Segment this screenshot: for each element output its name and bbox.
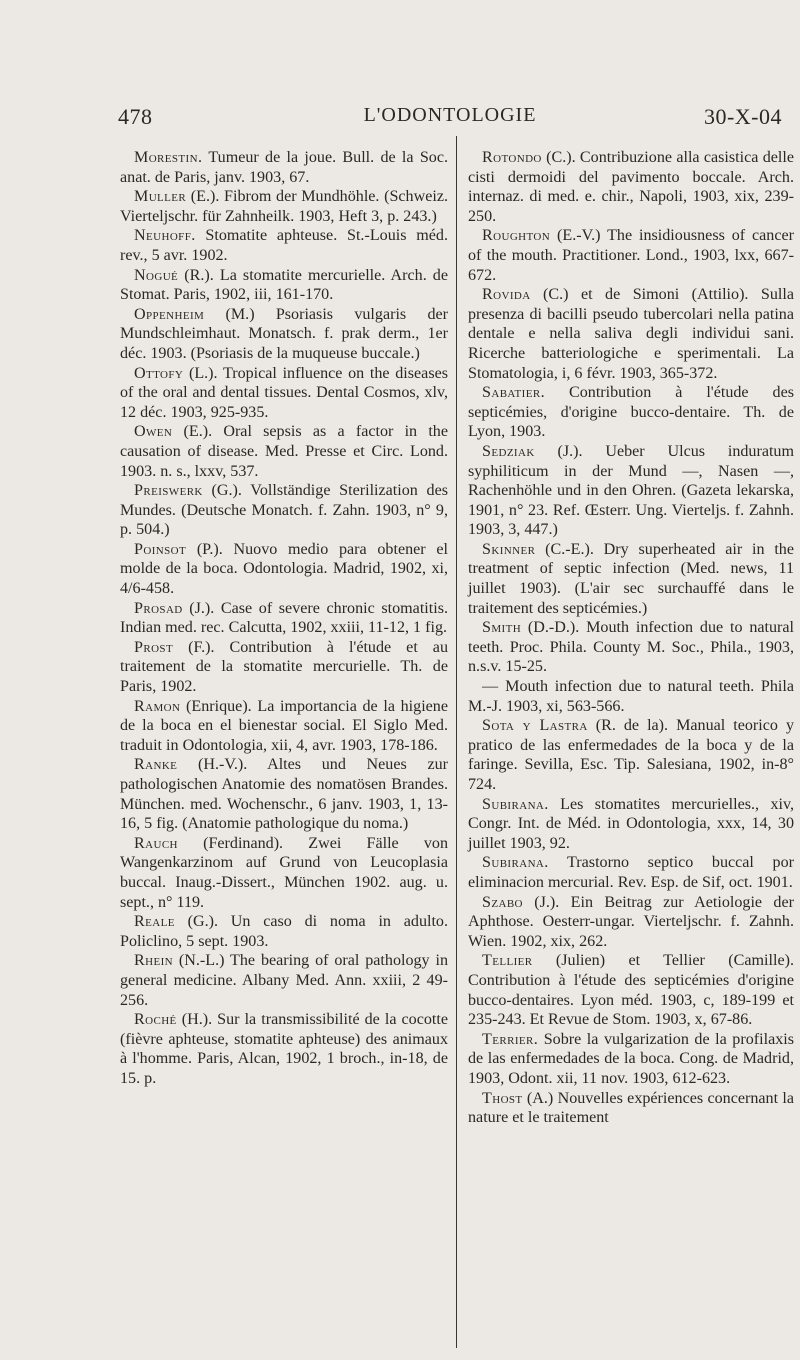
- bibliography-entry: [120, 187, 448, 226]
- entry-author: Sota y Lastra: [482, 717, 588, 735]
- entry-text: (E.). Fibrom der Mundhöhle. (Schweiz. Vierteljschr. für Zahnheilk. 1903, Heft 3, p. 243.): [120, 188, 448, 225]
- entry-author: Reale: [134, 913, 175, 931]
- entry-text: (L.). Tropical influence on the diseases of the oral and dental tissues. Dental Cosmos, xlv, 12 déc. 1903, 925-935.: [120, 364, 448, 421]
- entry-author: Ramon: [134, 697, 181, 715]
- entry-text: (E.-V.) The insidiousness of cancer of the mouth. Practitioner. Lond., 1903, lxx, 667-672.: [468, 227, 794, 284]
- entry-text: (J.). Ein Beitrag zur Aetiologie der Aphthose. Oesterr-ungar. Vierteljschr. f. Zahnh. Wien. 1902, xix, 262.: [468, 893, 794, 950]
- entry-text: (J.). Ueber Ulcus induratum syphiliticum in der Mund —, Nasen —, Rachenhöhle und in den Ohren. (Gazeta lekarska, 1901, n° 23. Ref. Œsterr. Ung. Vierteljs. f. Zahnh. 1903, 3, 447.): [468, 442, 794, 539]
- entry-text: (H.). Sur la transmissibilité de la cocotte (fièvre aphteuse, stomatite aphteuse) des animaux à l'homme. Paris, Alcan, 1902, 1 broch., in-18, de 15. p.: [120, 1011, 448, 1087]
- page-number: 478: [118, 104, 153, 129]
- bibliography-entry: [120, 697, 448, 756]
- bibliography-entry: [120, 226, 448, 265]
- entry-author: Morestin.: [134, 149, 203, 166]
- entry-text: (C.) et de Simoni (Attilio). Sulla presenza di bacilli pseudo tubercolari nella patina dentale e nella saliva degli individui sani. Ricerche batteriologiche e sperimentali. La Stomatologia, i, 6 févr. 1903, 365-372.: [468, 286, 794, 382]
- bibliography-entry: [468, 226, 794, 285]
- bibliography-entry: [468, 1030, 794, 1089]
- entry-text: Mouth infection due to natural teeth. Phila M.-J. 1903, xi, 563-566.: [468, 678, 794, 715]
- bibliography-entry: [120, 912, 448, 951]
- bibliography-entry: [120, 1010, 448, 1088]
- entry-author: Muller: [134, 188, 187, 206]
- entry-text: Tumeur de la joue. Bull. de la Soc. anat. de Paris, janv. 1903, 67.: [120, 149, 448, 186]
- entry-text: (F.). Contribution à l'étude et au traitement de la stomatite mercurielle. Th. de Paris, 1902.: [120, 638, 448, 696]
- bibliography-entry: [468, 853, 794, 892]
- entry-author: Oppenheim: [134, 305, 205, 323]
- entry-text: (D.-D.). Mouth infection due to natural teeth. Proc. Phila. County M. Soc., Phila., 1903, n.s.v. 15-25.: [468, 619, 794, 676]
- entry-text: (Ferdinand). Zwei Fälle von Wangenkarzinom auf Grund von Leucoplasia buccal. Inaug.-Dissert., München 1902. aug. u. sept., n° 119.: [120, 834, 448, 911]
- bibliography-entry: [468, 618, 794, 677]
- entry-author: Sabatier.: [482, 384, 546, 402]
- entry-text: Stomatite aphteuse. St.-Louis méd. rev., 5 avr. 1902.: [120, 227, 448, 264]
- bibliography-entry: [468, 285, 794, 383]
- entry-author: Smith: [482, 619, 522, 637]
- bibliography-entry: [468, 540, 794, 618]
- left-column: [120, 148, 448, 1089]
- entry-text: (N.-L.) The bearing of oral pathology in general medicine. Albany Med. Ann. xxiii, 2 49-256.: [120, 952, 448, 1009]
- issue-date: 30-X-04: [703, 104, 782, 129]
- entry-author: Subirana.: [482, 854, 549, 872]
- bibliography-entry: [120, 540, 448, 599]
- entry-text: (J.). Case of severe chronic stomatitis. Indian med. rec. Calcutta, 1902, xxiii, 11-12, 1 fig.: [120, 599, 448, 637]
- column-divider: [456, 136, 457, 1348]
- entry-author: Roché: [134, 1011, 177, 1029]
- bibliography-entry: [468, 1089, 794, 1128]
- entry-text: Trastorno septico buccal por eliminacion mercurial. Rev. Esp. de Sif, oct. 1901.: [468, 854, 794, 891]
- entry-author: Sedziak: [482, 442, 535, 460]
- entry-author: Nogué: [134, 266, 179, 284]
- entry-author: —: [482, 678, 499, 696]
- running-header: [118, 104, 782, 134]
- bibliography-entry: [120, 951, 448, 1010]
- bibliography-entry: [120, 148, 448, 187]
- bibliography-entry: [120, 364, 448, 423]
- entry-text: (R. de la). Manual teorico y pratico de las enfermedades de la boca y de la faringe. Sevilla, Esc. Tip. Salesiana, 1902, in-8° 724.: [468, 717, 794, 793]
- entry-text: (E.). Oral sepsis as a factor in the causation of disease. Med. Presse et Circ. Lond. 1903. n. s., lxxv, 537.: [120, 423, 448, 480]
- entry-author: Prosad: [134, 599, 183, 617]
- bibliography-entry: [468, 893, 794, 952]
- entry-text: (C.). Contribuzione alla casistica delle cisti dermoidi del pavimento boccale. Arch. internaz. di med. e. chir., Napoli, 1903, xix, 239-250.: [468, 149, 794, 225]
- entry-text: (Julien) et Tellier (Camille). Contribution à l'étude des septicémies d'origine bucco-dentaires. Lyon méd. 1903, c, 189-199 et 235-243. Et Revue de Stom. 1903, x, 67-86.: [468, 952, 794, 1029]
- entry-author: Rovida: [482, 286, 531, 304]
- entry-text: Contribution à l'étude des septicémies, d'origine bucco-dentaire. Th. de Lyon, 1903.: [468, 384, 794, 441]
- entry-author: Owen: [134, 423, 173, 441]
- bibliography-entry: [120, 599, 448, 638]
- bibliography-entry: [468, 383, 794, 442]
- entry-author: Neuhoff.: [134, 227, 196, 245]
- bibliography-entry: [468, 148, 794, 226]
- bibliography-entry: [120, 481, 448, 540]
- bibliography-entry: [468, 795, 794, 854]
- entry-author: Ottofy: [134, 364, 184, 382]
- entry-author: Ranke: [134, 756, 178, 774]
- entry-text: (G.). Un caso di noma in adulto. Policlino, 5 sept. 1903.: [120, 913, 448, 950]
- bibliography-entry: [120, 638, 448, 697]
- bibliography-entry: [120, 755, 448, 833]
- entry-text: (G.). Vollständige Sterilization des Mundes. (Deutsche Monatch. f. Zahn. 1903, n° 9, p. 504.): [120, 482, 448, 539]
- entry-text: (P.). Nuovo medio para obtener el molde de la boca. Odontologia. Madrid, 1902, xi, 4/6-458.: [120, 540, 448, 598]
- bibliography-entry: [120, 422, 448, 481]
- entry-author: Terrier.: [482, 1030, 539, 1048]
- entry-author: Prost: [134, 638, 174, 656]
- bibliography-entry: [120, 266, 448, 305]
- entry-author: Thost: [482, 1089, 523, 1107]
- entry-text: (C.-E.). Dry superheated air in the treatment of septic infection (Med. news, 11 juillet 1903). (L'air sec surchauffé dans le traitement des septicémies.): [468, 540, 794, 617]
- entry-text: (M.) Psoriasis vulgaris der Mundschleimhaut. Monatsch. f. prak derm., 1er déc. 1903. (Psoriasis de la muqueuse buccale.): [120, 305, 448, 362]
- bibliography-entry: [468, 442, 794, 540]
- entry-text: Les stomatites mercurielles., xiv, Congr. Int. de Méd. in Odontologia, xxx, 14, 30 juillet 1903, 92.: [468, 795, 794, 852]
- entry-author: Rhein: [134, 952, 174, 970]
- entry-author: Rauch: [134, 834, 178, 852]
- bibliography-entry: [468, 677, 794, 716]
- bibliography-entry: [120, 305, 448, 364]
- entry-text: (A.) Nouvelles expériences concernant la nature et le traitement: [468, 1089, 794, 1127]
- bibliography-entry: [468, 951, 794, 1029]
- entry-text: (Enrique). La importancia de la higiene de la boca en el bienestar social. El Siglo Med. traduit in Odontologia, xii, 4, avr. 1903, 178-186.: [120, 697, 448, 754]
- journal-title: L'ODONTOLOGIE: [363, 104, 537, 126]
- entry-author: Poinsot: [134, 540, 187, 558]
- entry-author: Skinner: [482, 540, 536, 558]
- entry-text: Sobre la vulgarization de la profilaxis de las enfermedades de la boca. Cong. de Madrid, 1903, Odont. xii, 11 nov. 1903, 612-623.: [468, 1030, 794, 1087]
- entry-author: Rotondo: [482, 149, 542, 166]
- entry-author: Tellier: [482, 952, 533, 970]
- entry-author: Subirana.: [482, 795, 549, 813]
- bibliography-entry: [468, 716, 794, 794]
- bibliography-entry: [120, 834, 448, 912]
- right-column: [468, 148, 794, 1128]
- entry-text: (R.). La stomatite mercurielle. Arch. de Stomat. Paris, 1902, iii, 161-170.: [120, 266, 448, 304]
- entry-author: Roughton: [482, 227, 551, 245]
- entry-author: Preiswerk: [134, 482, 203, 500]
- entry-text: (H.-V.). Altes und Neues zur pathologischen Anatomie des nomatösen Brandes. München. med. Wochenschr., 6 janv. 1903, 1, 13-16, 5 fig. (Anatomie pathologique du noma.): [120, 756, 448, 833]
- entry-author: Szabo: [482, 893, 523, 911]
